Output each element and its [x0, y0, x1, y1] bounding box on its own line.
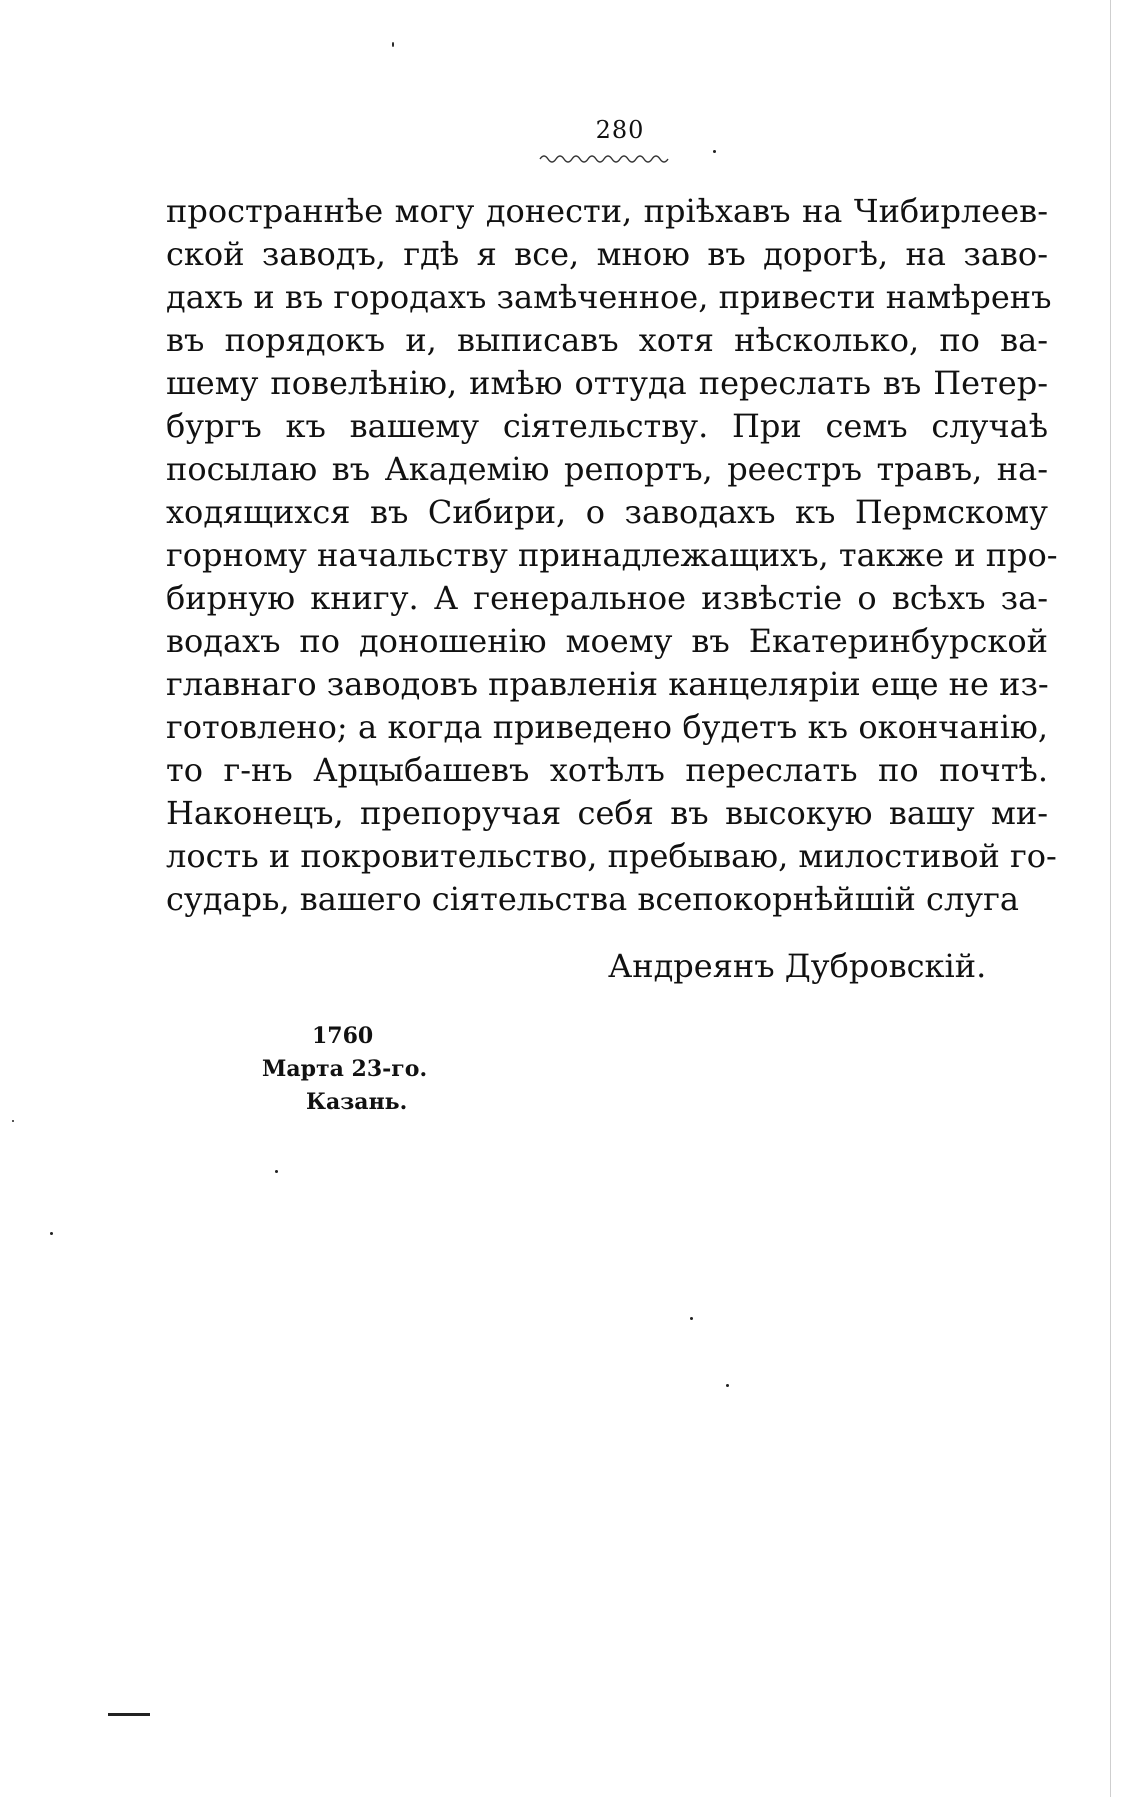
scan-speck [690, 1317, 693, 1320]
text-line: бирную книгу. А генеральное извѣстіе о всѣхъ за- [166, 579, 1048, 617]
scan-speck [713, 150, 716, 153]
signature: Андреянъ Дубровскій. [608, 947, 987, 985]
text-line: шему повелѣнію, имѣю оттуда переслать въ Петер- [166, 364, 1048, 402]
ornament-divider [538, 150, 678, 164]
text-line: въ порядокъ и, выписавъ хотя нѣсколько, по ва- [166, 321, 1048, 359]
scan-mark [108, 1713, 150, 1716]
scan-speck [392, 42, 394, 47]
page-edge-line [1110, 0, 1111, 1797]
scan-speck [275, 1170, 278, 1173]
scan-speck [726, 1384, 729, 1387]
text-line: главнаго заводовъ правленія канцеляріи еще не из- [166, 665, 1049, 703]
text-line: Наконецъ, препоручая себя въ высокую вашу ми- [166, 794, 1048, 832]
scan-speck [50, 1232, 53, 1235]
text-line: то г-нъ Арцыбашевъ хотѣлъ переслать по почтѣ. [166, 751, 1048, 789]
text-line: готовлено; а когда приведено будетъ къ окончанію, [166, 708, 1048, 746]
text-line: сударь, вашего сіятельства всепокорнѣйшій слуга [166, 880, 1019, 918]
dateline-place: Казань. [306, 1089, 408, 1115]
dateline-date: Марта 23-го. [262, 1056, 428, 1082]
text-line: бургъ къ вашему сіятельству. При семъ случаѣ [166, 407, 1048, 445]
dateline-year: 1760 [312, 1023, 374, 1049]
text-line: пространнѣе могу донести, пріѣхавъ на Чибирлеев- [166, 192, 1048, 230]
text-line: лость и покровительство, пребываю, милостивой го- [166, 837, 1057, 875]
text-line: горному начальству принадлежащихъ, также и про- [166, 536, 1058, 574]
text-line: ходящихся въ Сибири, о заводахъ къ Пермскому [166, 493, 1048, 531]
page-number: 280 [595, 116, 645, 144]
text-line: ской заводъ, гдѣ я все, мною въ дорогѣ, на заво- [166, 235, 1048, 273]
scan-speck [12, 1120, 14, 1122]
text-line: водахъ по доношенію моему въ Екатеринбурской [166, 622, 1048, 660]
text-line: посылаю въ Академію репортъ, реестръ травъ, на- [166, 450, 1048, 488]
text-line: дахъ и въ городахъ замѣченное, привести намѣренъ [166, 278, 1052, 316]
dateline [250, 1020, 450, 1119]
letter-body [166, 190, 1058, 921]
